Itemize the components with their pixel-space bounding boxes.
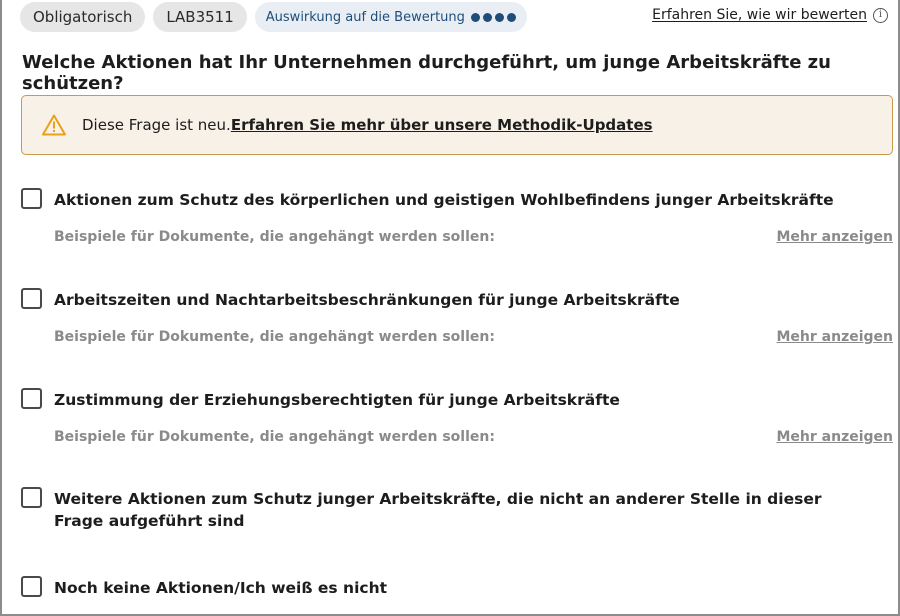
option-checkbox[interactable] (21, 576, 42, 597)
option-checkbox[interactable] (21, 487, 42, 508)
option-checkbox[interactable] (21, 388, 42, 409)
option-label[interactable]: Weitere Aktionen zum Schutz junger Arbeitskräfte, die nicht an anderer Stelle in dieser Frage aufgeführt sind (54, 490, 822, 530)
examples-label: Beispiele für Dokumente, die angehängt werden sollen: (54, 229, 495, 245)
question-title: Welche Aktionen hat Ihr Unternehmen durchgeführt, um junge Arbeitskräfte zu schützen? (22, 52, 831, 94)
warning-triangle-icon (42, 114, 66, 136)
impact-label: Auswirkung auf die Bewertung (265, 9, 465, 25)
option-checkbox[interactable] (21, 188, 42, 209)
option-checkbox[interactable] (21, 288, 42, 309)
show-more-link[interactable]: Mehr anzeigen (776, 329, 893, 345)
learn-scoring-link[interactable]: Erfahren Sie, wie wir bewerten (652, 7, 867, 23)
tag-bar (20, 2, 527, 32)
option-label[interactable]: Aktionen zum Schutz des körperlichen und geistigen Wohlbefindens junger Arbeitskräfte (54, 191, 834, 209)
required-tag: Obligatorisch (20, 2, 145, 32)
option-label[interactable]: Noch keine Aktionen/Ich weiß es nicht (54, 579, 388, 597)
code-tag: LAB3511 (153, 2, 246, 32)
info-icon[interactable]: i (873, 8, 888, 23)
show-more-link[interactable]: Mehr anzeigen (776, 229, 893, 245)
show-more-link[interactable]: Mehr anzeigen (776, 429, 893, 445)
option-label[interactable]: Zustimmung der Erziehungsberechtigten für junge Arbeitskräfte (54, 391, 620, 409)
new-question-notice (21, 95, 893, 155)
examples-label: Beispiele für Dokumente, die angehängt werden sollen: (54, 329, 495, 345)
examples-label: Beispiele für Dokumente, die angehängt werden sollen: (54, 429, 495, 445)
impact-dots-icon (471, 13, 516, 22)
option-label[interactable]: Arbeitszeiten und Nachtarbeitsbeschränkungen für junge Arbeitskräfte (54, 291, 680, 309)
methodology-updates-link[interactable]: Erfahren Sie mehr über unsere Methodik-Updates (230, 116, 653, 134)
learn-scoring[interactable] (652, 7, 888, 23)
notice-text: Diese Frage ist neu. (82, 116, 231, 134)
impact-tag (255, 2, 527, 32)
